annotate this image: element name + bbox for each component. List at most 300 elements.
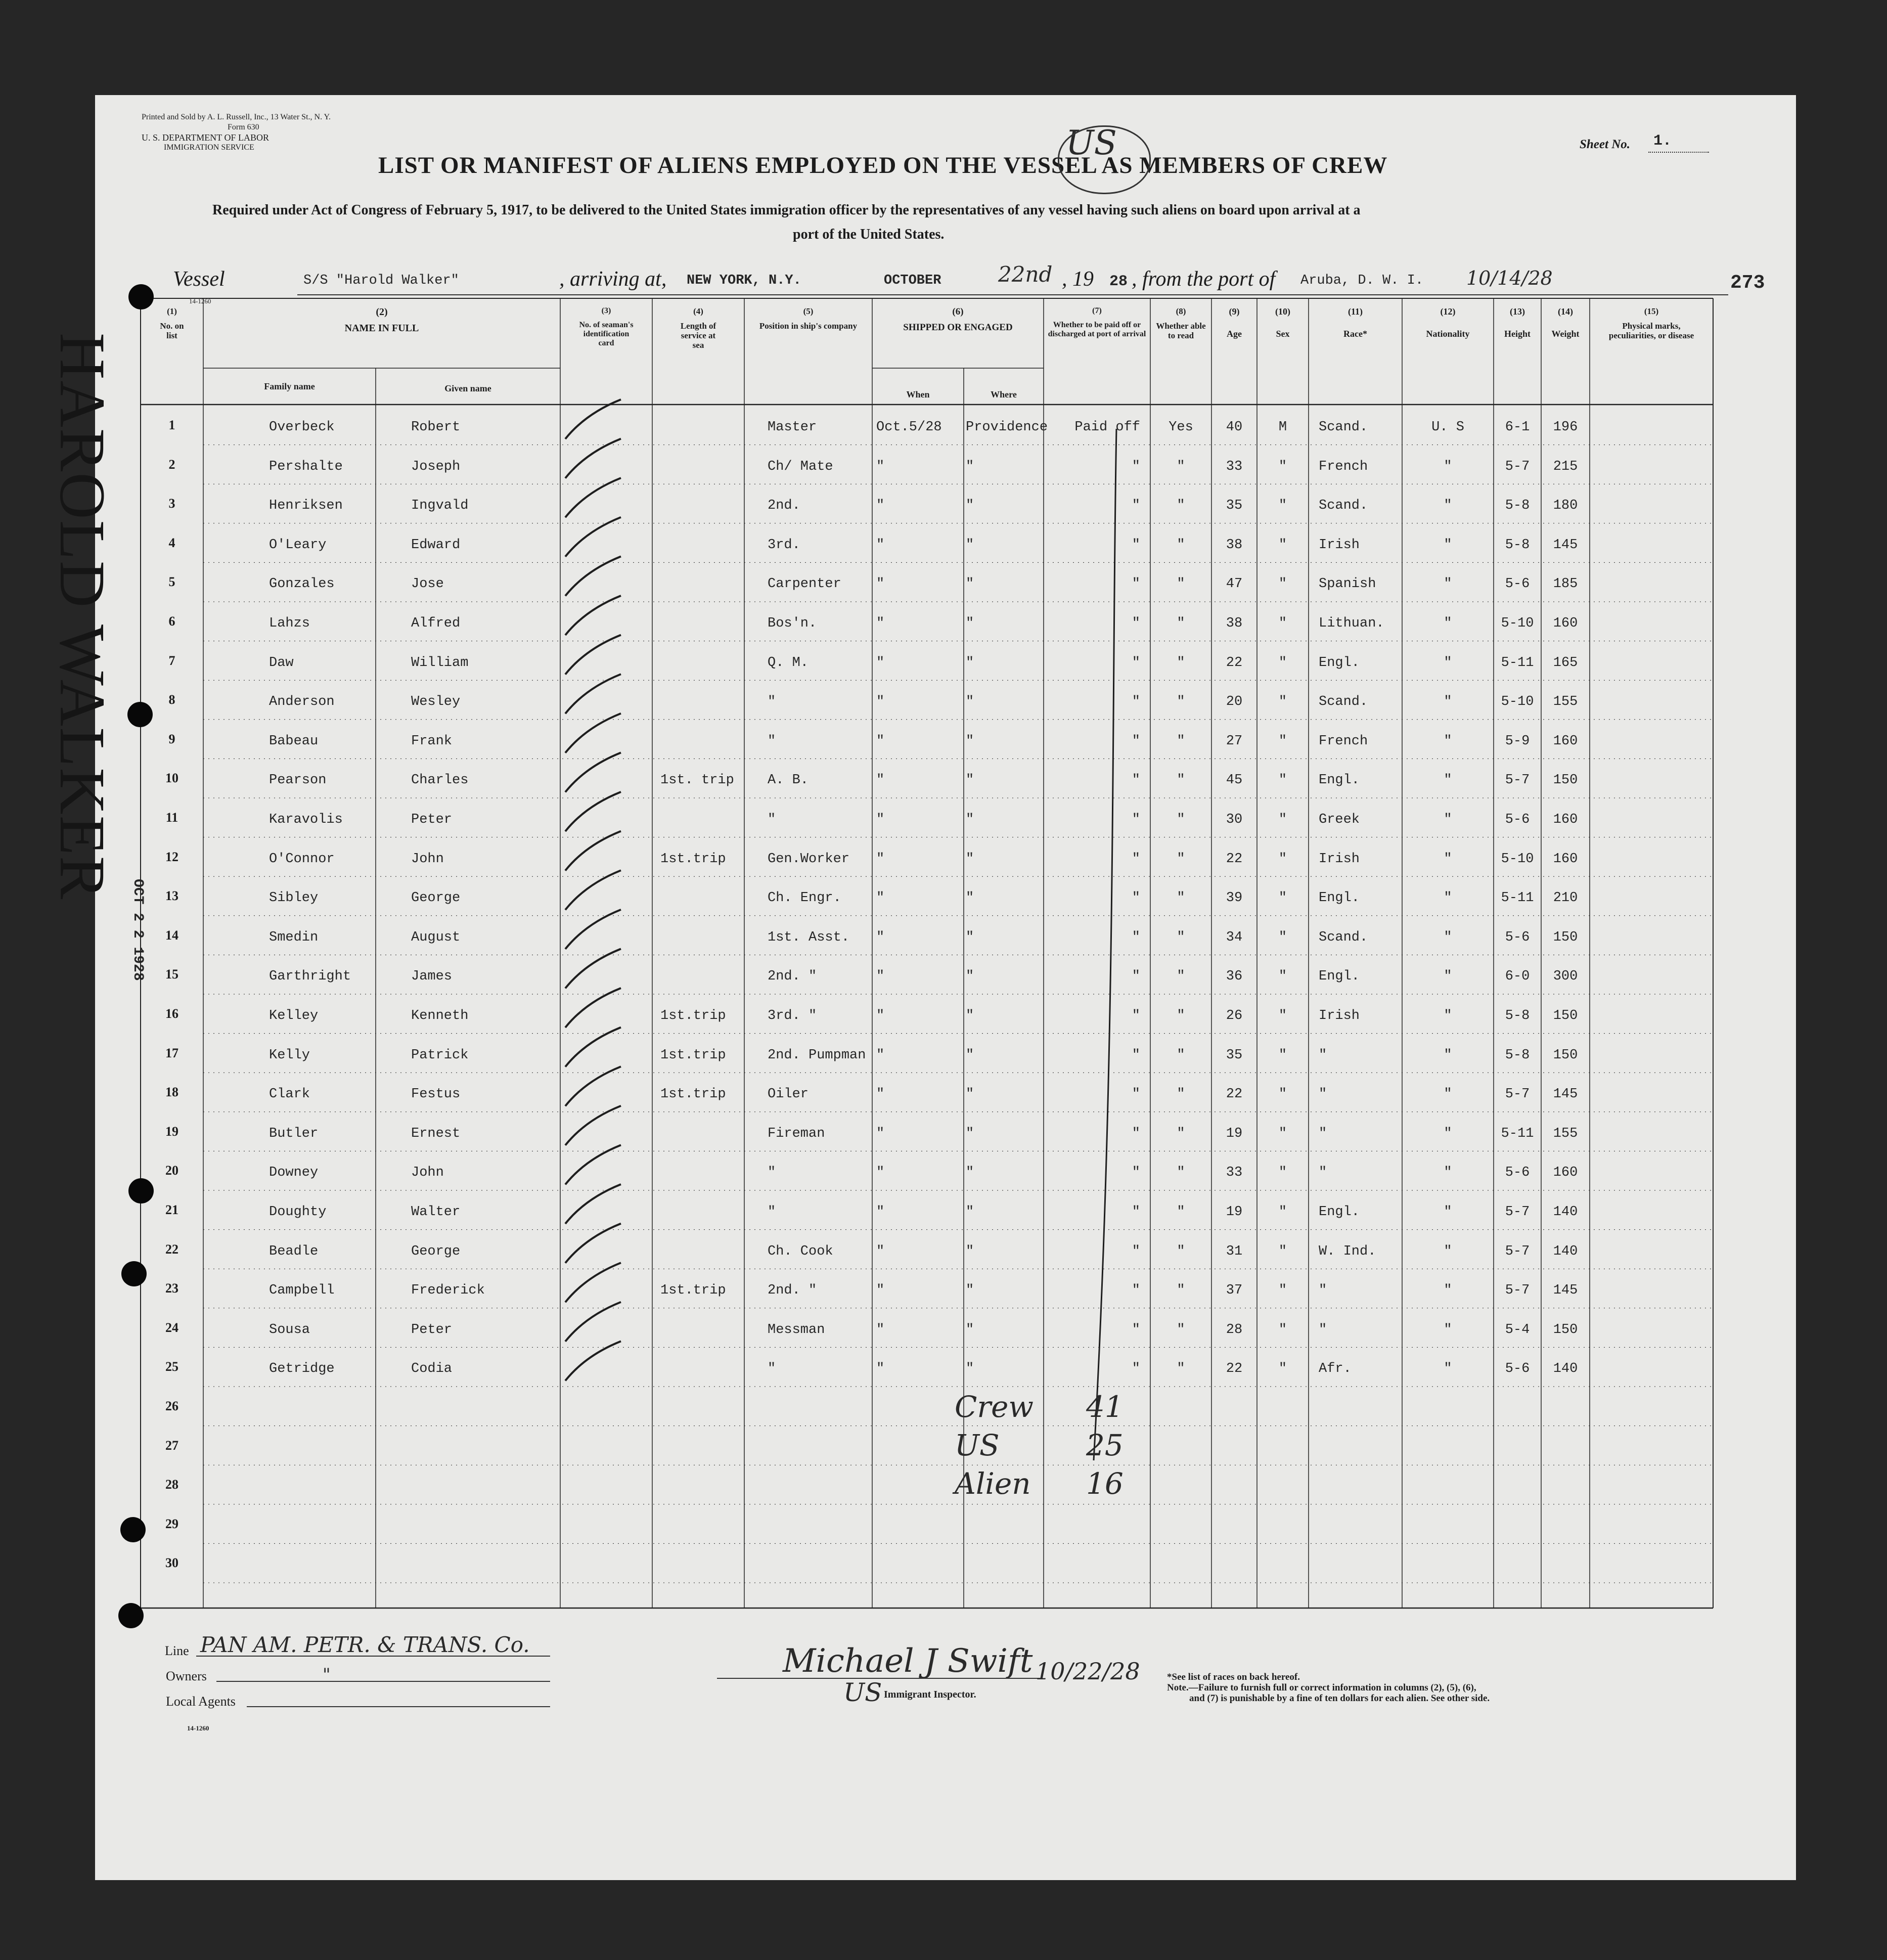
cell-paid: "	[1132, 459, 1140, 474]
cell-height: 5-7	[1505, 459, 1530, 474]
cell-race: Irish	[1319, 1008, 1360, 1023]
footer-notes	[1167, 1672, 1490, 1704]
cell-height: 5-6	[1505, 812, 1530, 827]
cell-paid: "	[1132, 1165, 1140, 1181]
cell-nat: "	[1444, 694, 1452, 710]
tally-value: 16	[1086, 1466, 1124, 1501]
cell-sex: "	[1278, 1243, 1287, 1259]
cell-weight: 160	[1553, 616, 1578, 631]
cell-where: "	[966, 1126, 974, 1141]
cell-paid: Paid off	[1074, 420, 1140, 435]
cell-position: 1st. Asst.	[768, 929, 850, 945]
cell-paid: "	[1132, 1361, 1140, 1377]
cell-weight: 145	[1553, 1087, 1578, 1102]
department-name: U. S. DEPARTMENT OF LABOR	[142, 132, 269, 143]
cell-service: 1st.trip	[660, 1008, 726, 1023]
cell-age: 28	[1226, 1322, 1243, 1338]
cell-paid: "	[1132, 1205, 1140, 1220]
cell-read: "	[1177, 694, 1185, 710]
cell-nat: "	[1444, 812, 1452, 827]
cell-sex: "	[1278, 1126, 1287, 1141]
cell-height: 5-6	[1505, 1165, 1530, 1181]
cell-where: "	[966, 1008, 974, 1023]
cell-where: "	[966, 694, 974, 710]
cell-sex: "	[1278, 498, 1287, 514]
seaman-card-tick	[565, 674, 621, 714]
cell-given: Walter	[411, 1205, 461, 1220]
header-age-number: (9)	[1229, 306, 1240, 317]
cell-position: 3rd. "	[768, 1008, 817, 1023]
cell-nat: "	[1444, 1322, 1452, 1338]
cell-no: 7	[168, 653, 175, 668]
cell-position: Q. M.	[768, 655, 809, 671]
cell-read: "	[1177, 1008, 1185, 1023]
cell-read: "	[1177, 576, 1185, 592]
cell-weight: 150	[1553, 773, 1578, 788]
line-value: PAN AM. PETR. & TRANS. Co.	[200, 1632, 530, 1657]
tally-value: 25	[1086, 1428, 1124, 1462]
header-weight-label: Weight	[1551, 329, 1580, 339]
cell-sex: "	[1278, 1008, 1287, 1023]
cell-family: Sibley	[269, 890, 319, 906]
cell-service: 1st.trip	[660, 1283, 726, 1299]
vessel-label: Vessel	[173, 268, 225, 291]
cell-position: "	[768, 812, 776, 827]
cell-family: Smedin	[269, 929, 319, 945]
cell-no: 12	[165, 849, 178, 864]
cell-no: 1	[168, 418, 175, 432]
cell-no: 10	[165, 771, 178, 786]
cell-where: "	[966, 1243, 974, 1259]
cell-position: Gen.Worker	[768, 851, 850, 867]
cell-position: 3rd.	[768, 537, 800, 553]
cell-race: Engl.	[1319, 890, 1360, 906]
cell-family: O'Leary	[269, 537, 327, 553]
cell-given: Alfred	[411, 616, 461, 631]
cell-service: 1st.trip	[660, 851, 726, 867]
cell-nat: "	[1444, 1047, 1452, 1063]
cell-where: "	[966, 851, 974, 867]
cell-race: Greek	[1319, 812, 1360, 827]
header-weight-number: (14)	[1558, 306, 1573, 317]
cell-age: 36	[1226, 969, 1243, 985]
cell-given: Peter	[411, 1322, 453, 1338]
cell-where: "	[966, 576, 974, 592]
agents-rule	[247, 1706, 550, 1707]
form-number: Form 630	[228, 123, 259, 131]
cell-race: "	[1319, 1283, 1327, 1299]
cell-age: 37	[1226, 1283, 1243, 1299]
cell-position: "	[768, 1205, 776, 1220]
cell-when: "	[876, 1361, 885, 1377]
note-penalty: Note.—Failure to furnish full or correct information in columns (2), (5), (6),	[1167, 1682, 1476, 1693]
note-penalty-cont: and (7) is punishable by a fine of ten dollars for each alien. See other side.	[1189, 1693, 1490, 1704]
cell-nat: "	[1444, 1008, 1452, 1023]
cell-race: "	[1319, 1047, 1327, 1063]
cell-height: 5-11	[1501, 655, 1534, 671]
cell-no: 16	[165, 1006, 178, 1021]
agents-label: Local Agents	[166, 1694, 236, 1709]
cell-where: "	[966, 733, 974, 749]
page-title: LIST OR MANIFEST OF ALIENS EMPLOYED ON THE VESSEL AS MEMBERS OF CREW	[378, 152, 1388, 179]
cell-family: Beadle	[269, 1243, 319, 1259]
cell-age: 19	[1226, 1126, 1243, 1141]
header-no-on-list-label: No. on list	[160, 321, 184, 340]
cell-sex: "	[1278, 851, 1287, 867]
sheet-label: Sheet No.	[1580, 138, 1630, 151]
cell-paid: "	[1132, 812, 1140, 827]
header-race-label: Race*	[1343, 329, 1367, 339]
cell-given: Patrick	[411, 1047, 469, 1063]
cell-no: 30	[165, 1555, 178, 1571]
pen-marks	[95, 95, 1796, 1880]
cell-when: "	[876, 1008, 885, 1023]
cell-race: Scand.	[1319, 498, 1368, 514]
cell-height: 5-10	[1501, 616, 1534, 631]
cell-nat: "	[1444, 537, 1452, 553]
cell-age: 39	[1226, 890, 1243, 906]
cell-no: 2	[168, 457, 175, 472]
header-where-label: Where	[991, 389, 1017, 399]
cell-read: Yes	[1169, 420, 1193, 435]
cell-nat: "	[1444, 1087, 1452, 1102]
inspector-label: Immigrant Inspector.	[884, 1689, 976, 1700]
cell-weight: 180	[1553, 498, 1578, 514]
cell-family: Sousa	[269, 1322, 310, 1338]
cell-read: "	[1177, 773, 1185, 788]
cell-height: 5-7	[1505, 1283, 1530, 1299]
header-seaman-card-label: No. of seaman's identification card	[579, 321, 634, 347]
cell-read: "	[1177, 1087, 1185, 1102]
cell-race: Engl.	[1319, 655, 1360, 671]
tally-label: Alien	[955, 1466, 1031, 1501]
cell-weight: 160	[1553, 812, 1578, 827]
cell-age: 47	[1226, 576, 1243, 592]
cell-paid: "	[1132, 1008, 1140, 1023]
cell-service: 1st.trip	[660, 1047, 726, 1063]
cell-service: 1st. trip	[660, 773, 734, 788]
header-sex-label: Sex	[1276, 329, 1290, 339]
cell-family: Pearson	[269, 773, 327, 788]
header-height-label: Height	[1504, 329, 1531, 339]
cell-sex: "	[1278, 537, 1287, 553]
cell-family: Gonzales	[269, 576, 335, 592]
cell-where: "	[966, 498, 974, 514]
cell-sex: "	[1278, 1087, 1287, 1102]
cell-paid: "	[1132, 655, 1140, 671]
seaman-card-tick	[565, 1028, 621, 1067]
cell-weight: 160	[1553, 1165, 1578, 1181]
cell-race: Engl.	[1319, 773, 1360, 788]
cell-height: 5-8	[1505, 537, 1530, 553]
header-no-on-list-number: (1)	[167, 306, 177, 316]
cell-when: "	[876, 1087, 885, 1102]
cell-no: 14	[165, 927, 178, 943]
cell-no: 15	[165, 967, 178, 982]
cell-sex: "	[1278, 1361, 1287, 1377]
cell-no: 11	[165, 810, 178, 825]
seaman-card-tick	[565, 1145, 621, 1184]
cell-position: 2nd. Pumpman	[768, 1047, 866, 1063]
cell-position: 2nd. "	[768, 1283, 817, 1299]
cell-height: 5-11	[1501, 890, 1534, 906]
cell-no: 17	[165, 1045, 178, 1060]
seaman-card-tick	[565, 988, 621, 1028]
cell-no: 9	[168, 731, 175, 746]
cell-read: "	[1177, 655, 1185, 671]
cell-when: "	[876, 1283, 885, 1299]
arrival-day: 22nd	[998, 262, 1053, 287]
cell-age: 33	[1226, 459, 1243, 474]
cell-read: "	[1177, 1047, 1185, 1063]
cell-nat: "	[1444, 459, 1452, 474]
cell-age: 45	[1226, 773, 1243, 788]
cell-family: Campbell	[269, 1283, 335, 1299]
cell-given: Jose	[411, 576, 444, 592]
cell-given: Ernest	[411, 1126, 461, 1141]
header-age-label: Age	[1227, 329, 1242, 339]
cell-position: Master	[768, 420, 817, 435]
cell-paid: "	[1132, 733, 1140, 749]
cell-given: Joseph	[411, 459, 461, 474]
header-able-read-number: (8)	[1176, 306, 1186, 316]
cell-read: "	[1177, 459, 1185, 474]
line-rule	[196, 1656, 550, 1657]
cell-no: 24	[165, 1320, 178, 1335]
cell-given: Peter	[411, 812, 453, 827]
cell-race: Engl.	[1319, 969, 1360, 985]
cell-age: 20	[1226, 694, 1243, 710]
cell-family: Pershalte	[269, 459, 343, 474]
seaman-card-tick	[565, 1302, 621, 1342]
cell-family: Butler	[269, 1126, 319, 1141]
cell-height: 6-1	[1505, 420, 1530, 435]
cell-read: "	[1177, 1205, 1185, 1220]
cell-height: 5-6	[1505, 1361, 1530, 1377]
cell-no: 27	[165, 1438, 178, 1453]
cell-given: Ingvald	[411, 498, 469, 514]
cell-height: 5-7	[1505, 1205, 1530, 1220]
header-height-number: (13)	[1510, 306, 1525, 317]
cell-sex: "	[1278, 1322, 1287, 1338]
cell-nat: "	[1444, 851, 1452, 867]
cell-position: 2nd.	[768, 498, 800, 514]
cell-when: "	[876, 1243, 885, 1259]
cell-nat: "	[1444, 1126, 1452, 1141]
cell-no: 26	[165, 1399, 178, 1413]
seaman-card-tick	[565, 1184, 621, 1224]
punch-hole	[118, 1603, 144, 1628]
cell-paid: "	[1132, 1283, 1140, 1299]
cell-no: 18	[165, 1085, 178, 1100]
seaman-card-tick	[565, 596, 621, 635]
cell-read: "	[1177, 1243, 1185, 1259]
cell-weight: 150	[1553, 929, 1578, 945]
cell-no: 19	[165, 1124, 178, 1139]
stamp-number: 273	[1730, 272, 1765, 294]
cell-weight: 140	[1553, 1361, 1578, 1377]
cell-race: "	[1319, 1087, 1327, 1102]
cell-position: Fireman	[768, 1126, 825, 1141]
cell-given: Frederick	[411, 1283, 485, 1299]
cell-sex: "	[1278, 1205, 1287, 1220]
seaman-card-tick	[565, 635, 621, 675]
cell-weight: 150	[1553, 1322, 1578, 1338]
cell-race: Scand.	[1319, 420, 1368, 435]
cell-height: 5-11	[1501, 1126, 1534, 1141]
cell-read: "	[1177, 851, 1185, 867]
seaman-card-tick	[565, 910, 621, 949]
cell-no: 28	[165, 1477, 178, 1492]
cell-sex: "	[1278, 812, 1287, 827]
seaman-card-tick	[565, 1066, 621, 1106]
cell-when: "	[876, 969, 885, 985]
cell-family: Anderson	[269, 694, 335, 710]
side-stamp-ship: HAROLD WALKER	[47, 333, 118, 901]
cell-when: "	[876, 1165, 885, 1181]
cell-weight: 150	[1553, 1008, 1578, 1023]
cell-service: 1st.trip	[660, 1087, 726, 1102]
cell-position: Messman	[768, 1322, 825, 1338]
cell-weight: 145	[1553, 537, 1578, 553]
header-physical-marks-label: Physical marks, peculiarities, or disease	[1608, 321, 1694, 340]
cell-where: "	[966, 1283, 974, 1299]
cell-sex: "	[1278, 576, 1287, 592]
owners-label: Owners	[166, 1669, 207, 1683]
cell-height: 5-6	[1505, 576, 1530, 592]
cell-sex: "	[1278, 655, 1287, 671]
cell-when: "	[876, 1047, 885, 1063]
subtitle-line1: Required under Act of Congress of February 5, 1917, to be delivered to the United States immigration officer by the representatives of any vessel having such aliens on board upon arrival at a	[212, 202, 1361, 218]
cell-when: Oct.5/28	[876, 420, 942, 435]
cell-nat: "	[1444, 1361, 1452, 1377]
cell-position: "	[768, 733, 776, 749]
cell-where: "	[966, 773, 974, 788]
cell-nat: "	[1444, 498, 1452, 514]
cell-sex: "	[1278, 890, 1287, 906]
cell-when: "	[876, 1322, 885, 1338]
header-able-read-label: Whether able to read	[1156, 321, 1206, 340]
header-name-in-full-label: NAME IN FULL	[344, 323, 419, 334]
cell-paid: "	[1132, 1126, 1140, 1141]
note-races: *See list of races on back hereof.	[1167, 1672, 1300, 1682]
cell-when: "	[876, 1126, 885, 1141]
cell-nat: "	[1444, 773, 1452, 788]
cell-height: 5-9	[1505, 733, 1530, 749]
arrival-month: OCTOBER	[884, 273, 941, 288]
printer-line: Printed and Sold by A. L. Russell, Inc., 13 Water St., N. Y.	[142, 113, 331, 121]
service-name: IMMIGRATION SERVICE	[164, 143, 254, 152]
cell-where: "	[966, 1361, 974, 1377]
cell-read: "	[1177, 733, 1185, 749]
cell-family: Babeau	[269, 733, 319, 749]
cell-read: "	[1177, 616, 1185, 631]
seaman-card-tick	[565, 752, 621, 792]
cell-position: "	[768, 1165, 776, 1181]
header-family-name-label: Family name	[264, 381, 315, 391]
cell-race: Scand.	[1319, 929, 1368, 945]
cell-given: Codia	[411, 1361, 453, 1377]
cell-sex: M	[1278, 420, 1287, 435]
cell-paid: "	[1132, 929, 1140, 945]
cell-when: "	[876, 851, 885, 867]
seaman-card-tick	[565, 792, 621, 831]
cell-sex: "	[1278, 733, 1287, 749]
cell-where: "	[966, 890, 974, 906]
cell-age: 22	[1226, 851, 1243, 867]
cell-weight: 155	[1553, 1126, 1578, 1141]
departure-date: 10/14/28	[1466, 267, 1553, 289]
cell-race: French	[1319, 459, 1368, 474]
cell-age: 22	[1226, 1087, 1243, 1102]
cell-weight: 196	[1553, 420, 1578, 435]
cell-race: Lithuan.	[1319, 616, 1384, 631]
cell-weight: 160	[1553, 733, 1578, 749]
cell-nat: "	[1444, 616, 1452, 631]
cell-sex: "	[1278, 1047, 1287, 1063]
cell-nat: "	[1444, 655, 1452, 671]
header-when-label: When	[906, 389, 930, 399]
header-sex-number: (10)	[1275, 306, 1290, 317]
cell-weight: 185	[1553, 576, 1578, 592]
cell-family: Doughty	[269, 1205, 327, 1220]
signature-date: 10/22/28	[1036, 1658, 1140, 1685]
cell-position: Carpenter	[768, 576, 841, 592]
header-physical-marks-number: (15)	[1644, 306, 1659, 316]
cell-family: Karavolis	[269, 812, 343, 827]
cell-height: 6-0	[1505, 969, 1530, 985]
cell-nat: "	[1444, 929, 1452, 945]
seaman-card-tick	[565, 1341, 621, 1380]
cell-age: 33	[1226, 1165, 1243, 1181]
cell-when: "	[876, 773, 885, 788]
cell-paid: "	[1132, 851, 1140, 867]
header-given-name-label: Given name	[444, 383, 491, 393]
header-name-in-full-number: (2)	[376, 306, 388, 318]
cell-given: Festus	[411, 1087, 461, 1102]
cell-no: 20	[165, 1163, 178, 1178]
cell-family: Daw	[269, 655, 294, 671]
cell-weight: 145	[1553, 1283, 1578, 1299]
paid-off-ditto-stroke	[1094, 429, 1116, 1460]
inspector-prefix: US	[843, 1678, 882, 1707]
cell-weight: 160	[1553, 851, 1578, 867]
punch-hole	[128, 1178, 154, 1204]
header-shipped-engaged-number: (6)	[952, 306, 964, 317]
cell-paid: "	[1132, 1243, 1140, 1259]
cell-age: 34	[1226, 929, 1243, 945]
tally-label: Crew	[955, 1390, 1034, 1424]
header-length-service-label: Length of service at sea	[680, 321, 716, 350]
cell-where: "	[966, 929, 974, 945]
cell-paid: "	[1132, 969, 1140, 985]
cell-read: "	[1177, 969, 1185, 985]
tally-value: 41	[1086, 1390, 1124, 1424]
cell-family: Henriksen	[269, 498, 343, 514]
cell-race: "	[1319, 1126, 1327, 1141]
inspector-signature: Michael J Swift	[783, 1642, 1033, 1680]
from-port-label: , from the port of	[1132, 268, 1276, 291]
cell-where: "	[966, 1047, 974, 1063]
cell-family: Clark	[269, 1087, 310, 1102]
cell-given: Robert	[411, 420, 461, 435]
cell-read: "	[1177, 1283, 1185, 1299]
cell-given: Wesley	[411, 694, 461, 710]
cell-sex: "	[1278, 773, 1287, 788]
cell-paid: "	[1132, 694, 1140, 710]
tally-label: US	[955, 1428, 1000, 1462]
seaman-card-tick	[565, 1263, 621, 1302]
